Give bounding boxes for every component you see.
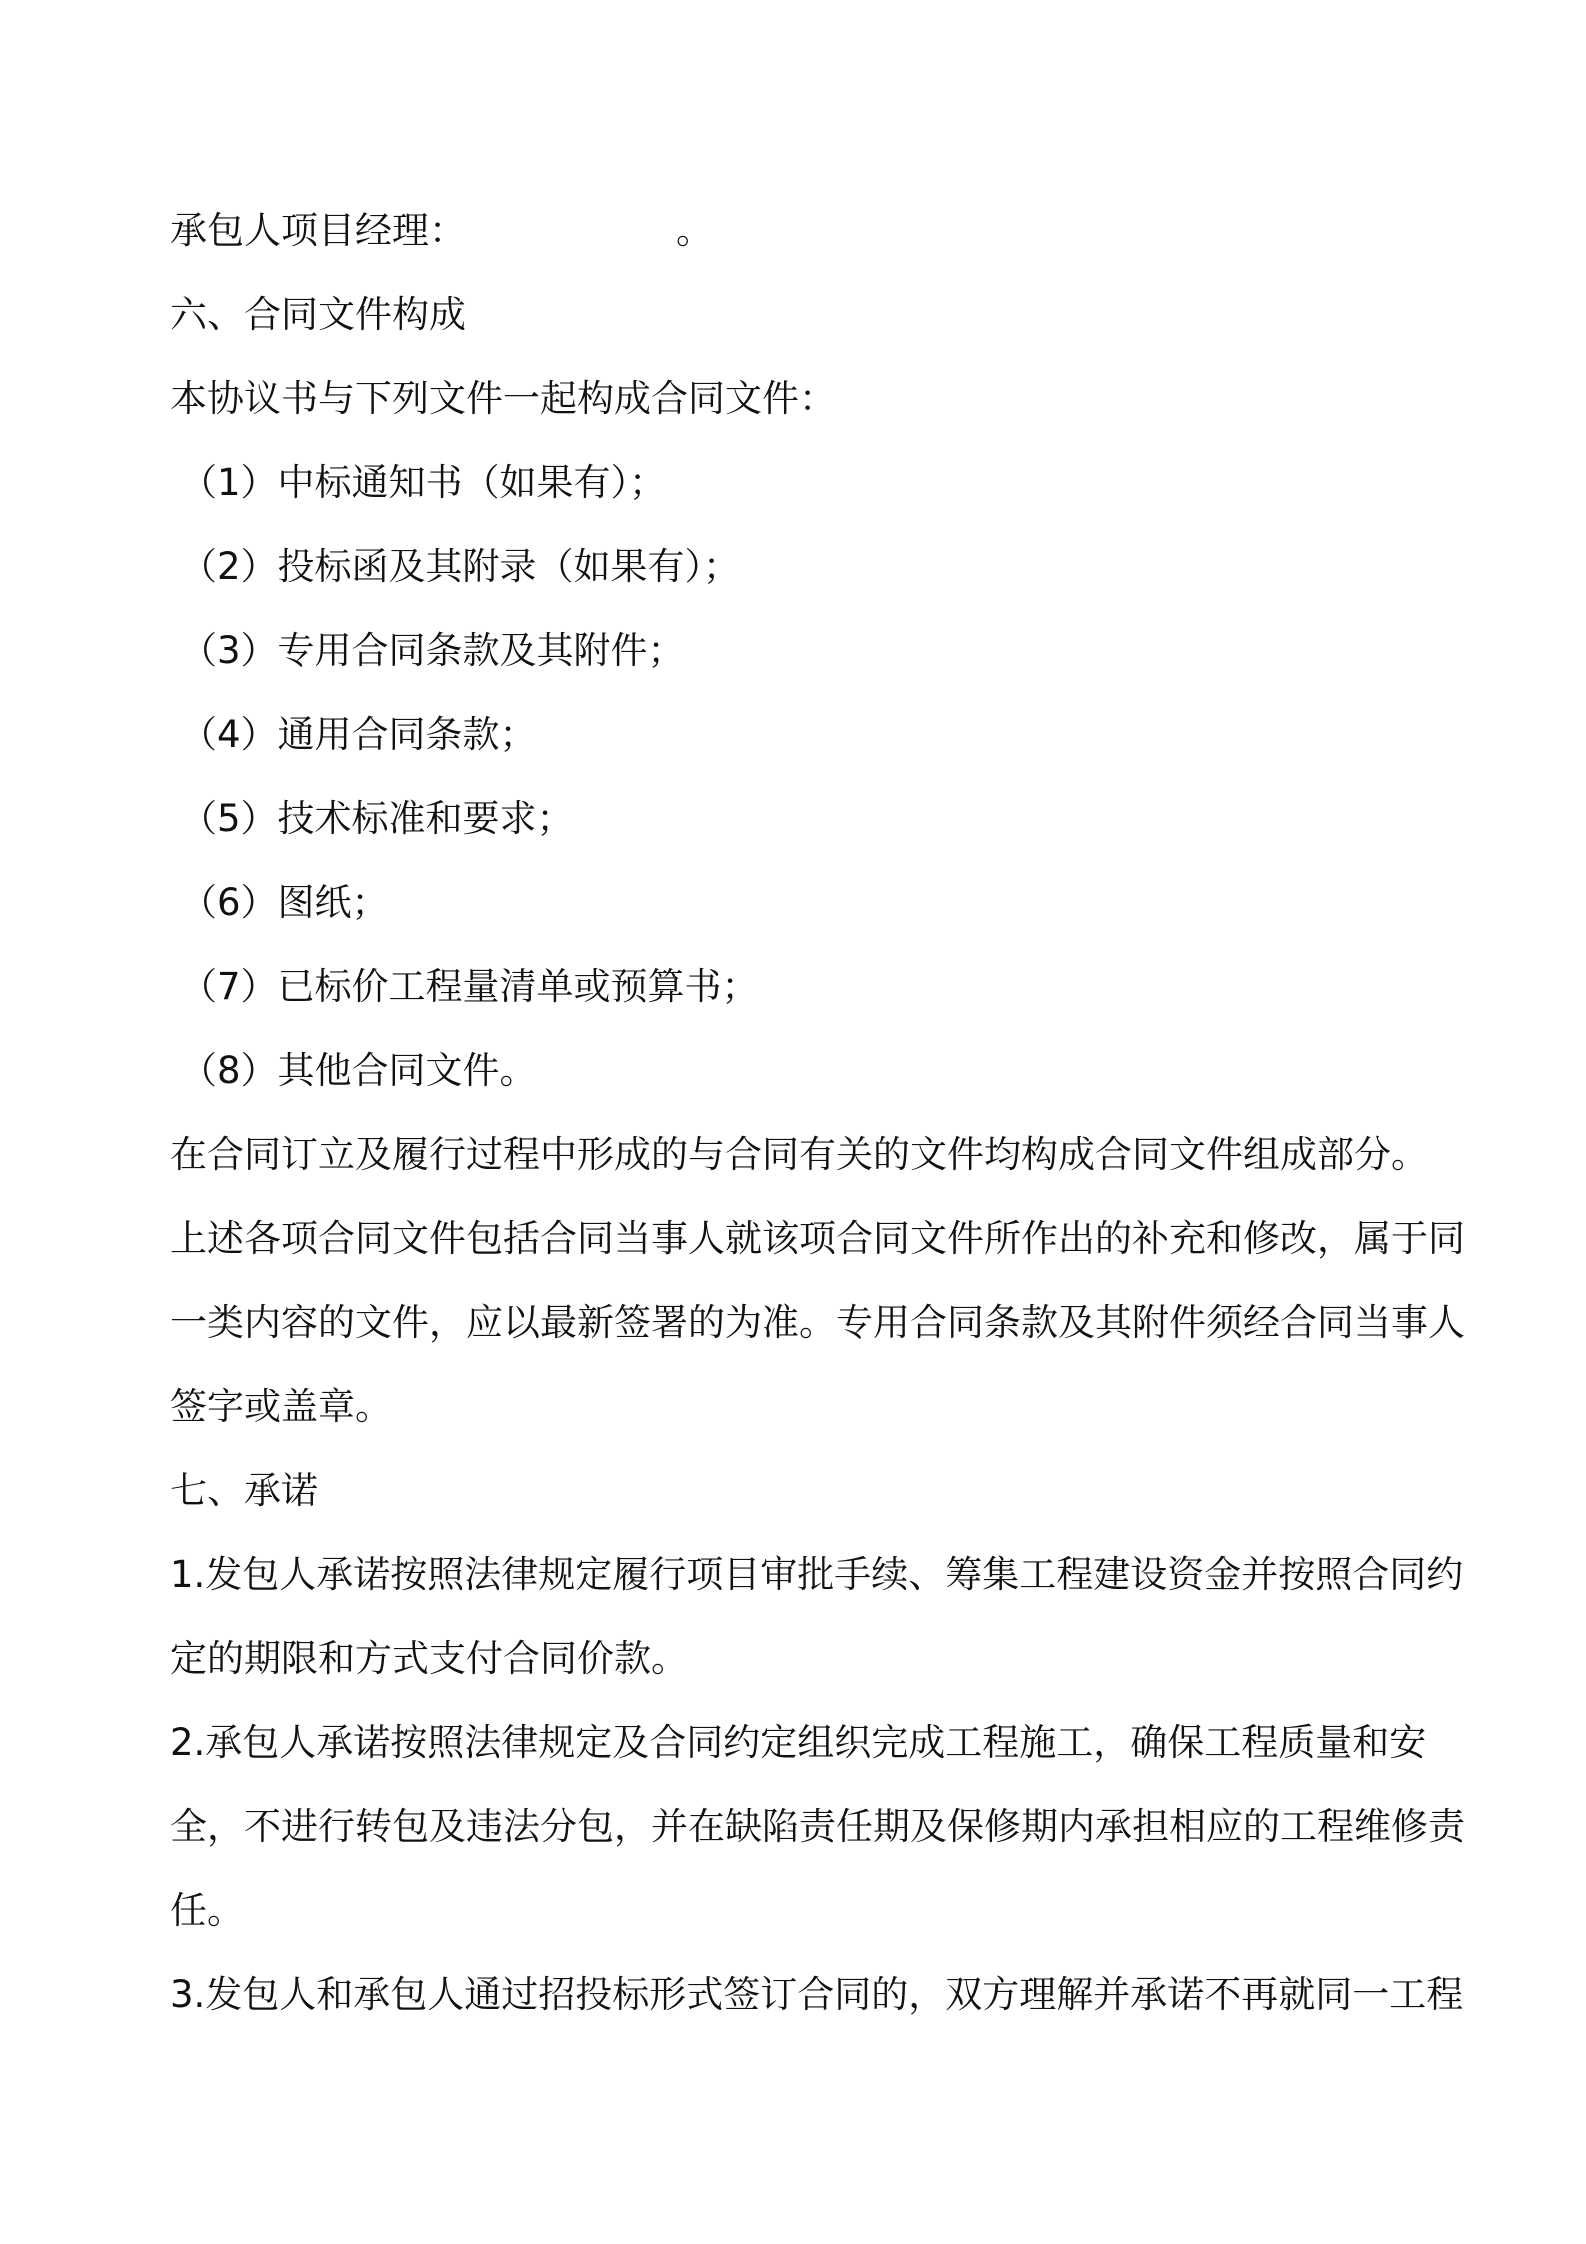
section-6-paragraph-2-line: 一类内容的文件，应以最新签署的为准。专用合同条款及其附件须经合同当事人 [170, 1301, 1465, 1344]
project-manager-label: 承包人项目经理： [170, 209, 466, 252]
project-manager-suffix: 。 [676, 209, 713, 252]
section-6-paragraph-1: 在合同订立及履行过程中形成的与合同有关的文件均构成合同文件组成部分。 [170, 1133, 1428, 1176]
section-7-title: 七、承诺 [170, 1469, 318, 1512]
contract-document-item: （3）专用合同条款及其附件； [180, 629, 685, 672]
clause-2-line: 全，不进行转包及违法分包，并在缺陷责任期及保修期内承担相应的工程维修责 [170, 1805, 1465, 1848]
section-6-title: 六、合同文件构成 [170, 293, 466, 336]
contract-document-item: （1）中标通知书（如果有）； [180, 461, 667, 504]
clause-2-line: 2.承包人承诺按照法律规定及合同约定组织完成工程施工，确保工程质量和安 [170, 1721, 1427, 1764]
contract-document-item: （4）通用合同条款； [180, 713, 537, 756]
contract-document-item: （6）图纸； [180, 881, 389, 924]
contract-document-item: （5）技术标准和要求； [180, 797, 574, 840]
section-6-paragraph-2-line: 签字或盖章。 [170, 1385, 392, 1428]
section-6-paragraph-2-line: 上述各项合同文件包括合同当事人就该项合同文件所作出的补充和修改，属于同 [170, 1217, 1465, 1260]
contract-document-item: （2）投标函及其附录（如果有）； [180, 545, 741, 588]
clause-1-line: 1.发包人承诺按照法律规定履行项目审批手续、筹集工程建设资金并按照合同约 [170, 1553, 1464, 1596]
clause-1-line: 定的期限和方式支付合同价款。 [170, 1637, 688, 1680]
section-6-intro: 本协议书与下列文件一起构成合同文件： [170, 377, 836, 420]
project-manager-line [170, 209, 713, 252]
clause-2-line: 任。 [170, 1889, 244, 1932]
clause-3-line: 3.发包人和承包人通过招投标形式签订合同的，双方理解并承诺不再就同一工程 [170, 1973, 1464, 2016]
contract-document-item: （7）已标价工程量清单或预算书； [180, 965, 759, 1008]
contract-document-item: （8）其他合同文件。 [180, 1049, 537, 1092]
